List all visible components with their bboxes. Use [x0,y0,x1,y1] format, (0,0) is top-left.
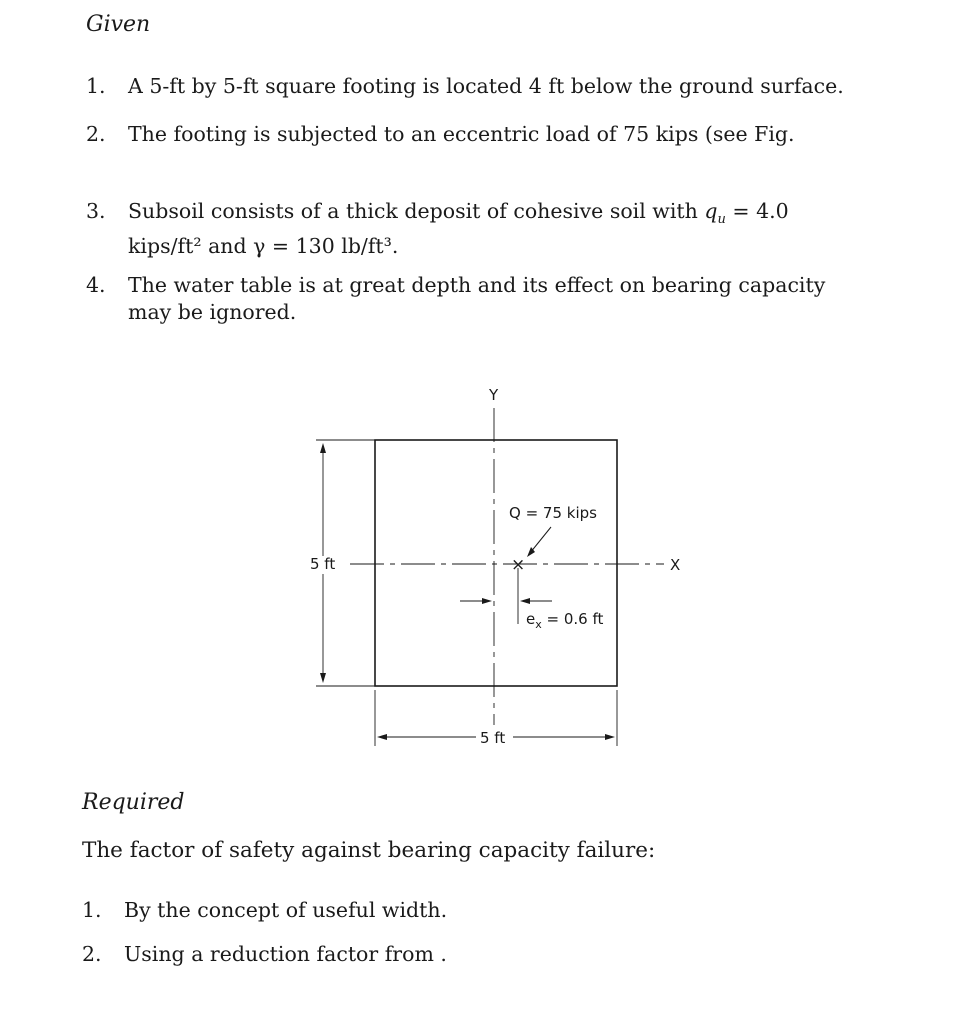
eccentricity-arrow-right [520,598,530,604]
eccentricity-subscript: x [535,618,542,631]
footing-outline [375,440,617,686]
item-line-2: kips/ft² and γ = 130 lb/ft³. [128,234,399,258]
load-leader-line [530,527,551,553]
width-dim-arrow-right [605,734,615,740]
height-dim-arrow-top [320,443,326,453]
required-statement: The factor of safety against bearing capacity failure: [82,838,656,863]
eccentricity-value: = 0.6 ft [541,610,604,628]
eccentricity-label [526,610,603,631]
height-dim-arrow-bottom [320,673,326,683]
item-text: A 5-ft by 5-ft square footing is located 4 ft below the ground surface. [128,74,844,98]
height-dimension-label: 5 ft [310,555,336,573]
given-heading: Given [86,12,151,37]
load-label: Q = 75 kips [509,504,597,522]
width-dim-arrow-left [377,734,387,740]
x-axis-label: X [670,556,681,574]
item-number: 4. [86,273,106,297]
item-number: 1. [82,898,102,922]
item-line-1: The water table is at great depth and its effect on bearing capacity [128,273,826,297]
item-number: 2. [82,942,102,966]
item-text [128,198,789,260]
item-text: The footing is subjected to an eccentric load of 75 kips (see Fig. [128,122,795,146]
y-axis-label: Y [489,386,499,404]
item-number: 3. [86,199,106,223]
item-line-1-post: = 4.0 [725,199,789,223]
item-text [128,272,825,326]
load-point-marker: × [511,555,526,575]
item-line-2: may be ignored. [128,300,297,324]
item-text: By the concept of useful width. [124,898,448,922]
item-number: 2. [86,122,106,146]
item-number: 1. [86,74,106,98]
symbol-q: q [704,199,718,223]
eccentricity-symbol: e [526,610,536,628]
required-heading: Required [82,790,185,815]
item-line-1-pre: Subsoil consists of a thick deposit of cohesive soil with [128,199,705,223]
eccentricity-arrow-left [482,598,492,604]
load-leader-arrow [527,547,535,557]
symbol-q-subscript: u [717,212,726,227]
item-text: Using a reduction factor from . [124,942,447,966]
width-dimension-label: 5 ft [480,729,506,747]
